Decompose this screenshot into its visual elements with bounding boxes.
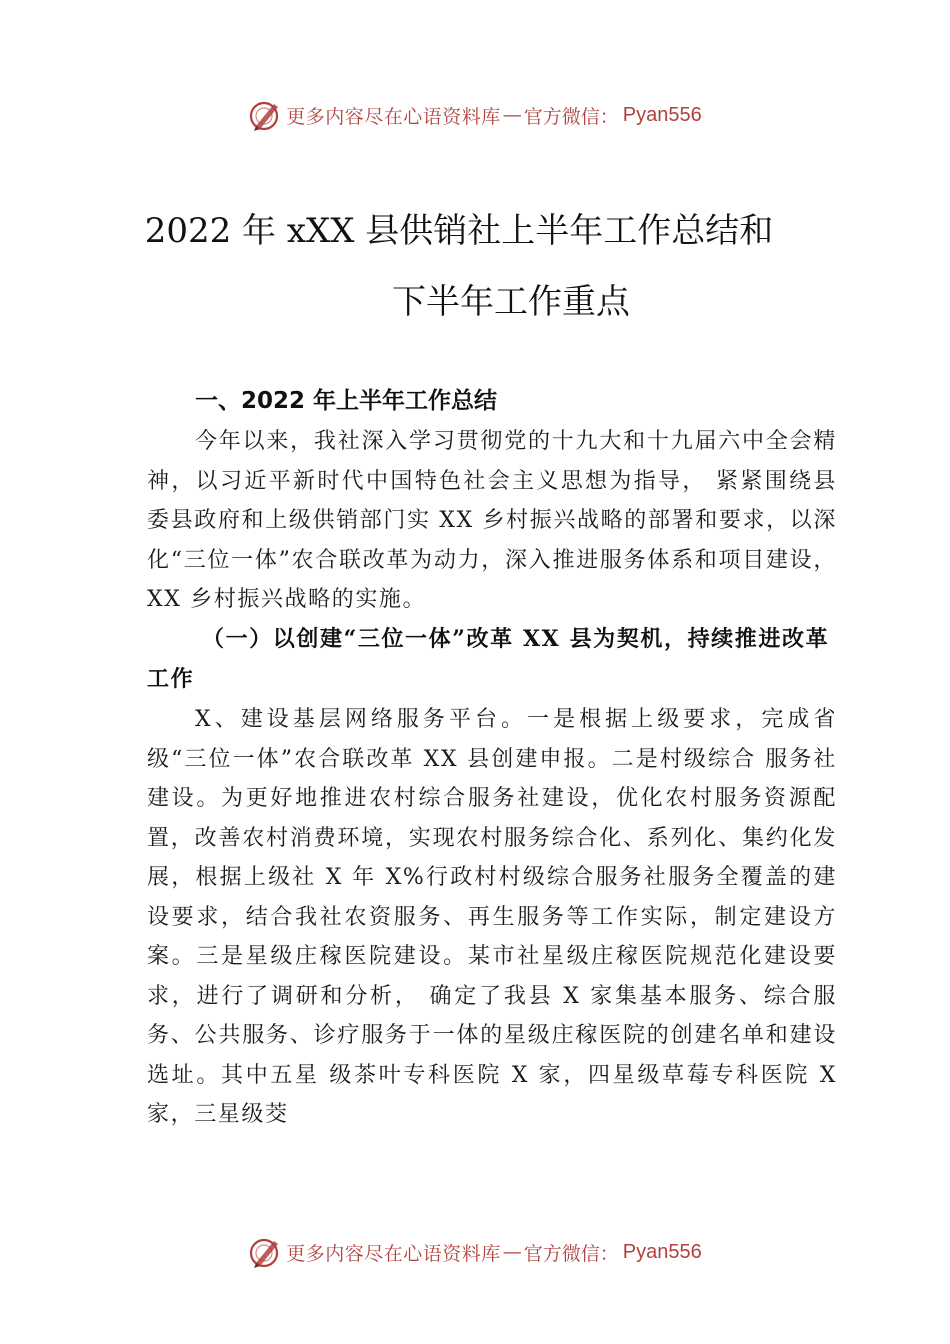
section-heading: 一、2022 年上半年工作总结	[195, 388, 498, 414]
watermark-brand: 更多内容尽在心语资料库	[286, 1242, 501, 1265]
watermark-banner-bottom	[0, 1232, 950, 1272]
watermark-banner-top	[0, 95, 950, 135]
watermark-separator: —	[502, 1241, 522, 1263]
watermark-wechat-id: Pyan556	[622, 1240, 702, 1263]
pen-logo-icon	[248, 98, 282, 132]
watermark-separator: —	[502, 104, 522, 126]
subsection-heading: （一）以创建“三位一体”改革 XX 县为契机，持续推进改革工作	[147, 626, 830, 692]
pen-logo-icon	[248, 1235, 282, 1269]
body-paragraph-2: X、建设基层网络服务平台。一是根据上级要求，完成省级“三位一体”农合联改革 XX 县创建申报。二是村级综合 服务社建设。为更好地推进农村综合服务社建设，优化农村服务资源配置，改善农村消费环境，实现农村服务综合化、系列化、集约化发展，根据上级社 X 年 X%行政村村级综合服务社服务全覆盖的建设要求，结合我社农资服务、再生服务等工作实际，制定建设方案。三是星级庄稼医院建设。某市社星级庄稼医院规范化建设要求，进行了调研和分析， 确定了我县 X 家集基本服务、综合服务、公共服务、诊疗服务于一体的星级庄稼医院的创建名单和建设选址。其中五星 级茶叶专科医院 X 家，四星级草莓专科医院 X 家，三星级茭	[147, 707, 837, 1127]
body-paragraph-1: 今年以来，我社深入学习贯彻党的十九大和十九届六中全会精神，以习近平新时代中国特色社会主义思想为指导， 紧紧围绕县委县政府和上级供销部门实 XX 乡村振兴战略的部署和要求，以深化“三位一体”农合联改革为动力，深入推进服务体系和项目建设，XX 乡村振兴战略的实施。	[147, 429, 837, 612]
watermark-wechat-id: Pyan556	[622, 103, 702, 126]
document-title-line1: 2022 年 xXX 县供销社上半年工作总结和	[144, 211, 774, 251]
watermark-wechat-label: 官方微信：	[523, 1242, 619, 1265]
document-title-line2: 下半年工作重点	[392, 282, 630, 322]
watermark-wechat-label: 官方微信：	[523, 105, 619, 128]
watermark-brand: 更多内容尽在心语资料库	[286, 105, 501, 128]
